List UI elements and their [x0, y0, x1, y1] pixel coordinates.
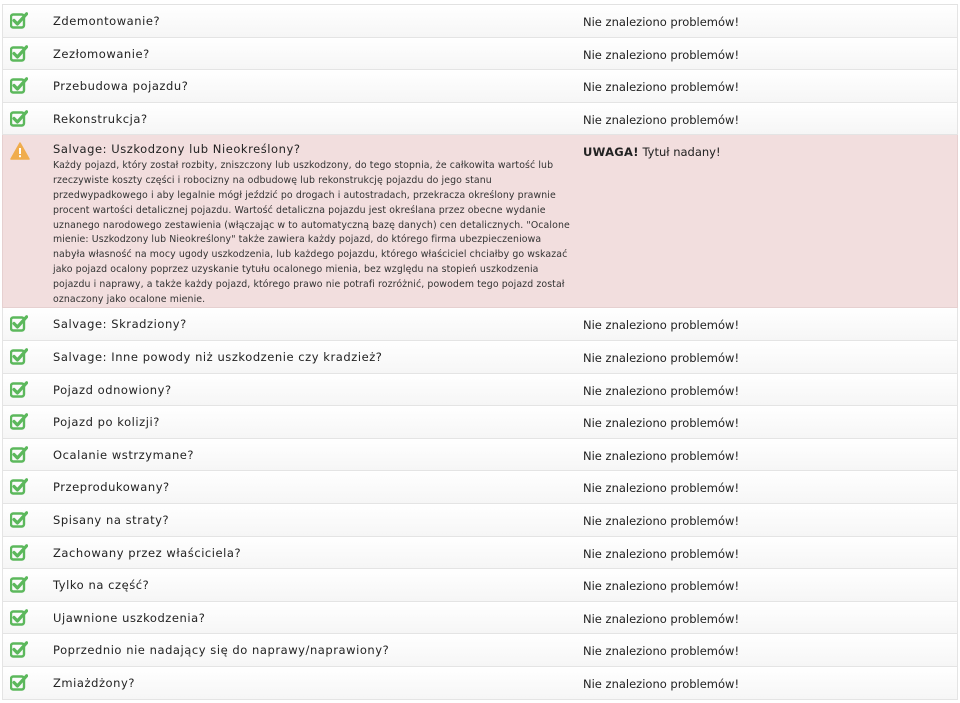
warning-row: [2, 135, 958, 308]
row-label: Pojazd po kolizji?: [53, 415, 160, 430]
row-label: Ujawnione uszkodzenia?: [53, 610, 206, 625]
check-icon: [3, 537, 53, 569]
row-label: Rekonstrukcja?: [53, 111, 148, 126]
table-row: [2, 374, 958, 407]
status-text: Nie znaleziono problemów!: [583, 112, 740, 127]
row-label-cell: [53, 537, 583, 569]
table-row: [2, 667, 958, 700]
row-status: [583, 135, 957, 307]
row-label: Zdemontowanie?: [53, 14, 161, 28]
table-row: [2, 406, 958, 439]
check-icon: [3, 308, 53, 340]
row-label-cell: [53, 38, 583, 70]
row-label-cell: [53, 634, 583, 666]
table-row: [2, 38, 958, 71]
check-icon: [3, 341, 53, 373]
row-status: [583, 406, 957, 438]
row-label: Ocalanie wstrzymane?: [53, 447, 195, 462]
row-label: Salvage: Inne powody niż uszkodzenie czy kradzież?: [53, 349, 383, 364]
status-warning-label: UWAGA!: [583, 145, 639, 160]
row-label-cell: [53, 439, 583, 471]
row-label: Tylko na część?: [53, 578, 150, 593]
status-text: Nie znaleziono problemów!: [583, 80, 740, 95]
table-row: [2, 103, 958, 136]
status-text: Nie znaleziono problemów!: [583, 579, 740, 594]
row-label: Przebudowa pojazdu?: [53, 79, 189, 94]
row-status: [583, 439, 957, 471]
row-label-cell: [53, 341, 583, 373]
row-status: [583, 634, 957, 666]
table-row: [2, 569, 958, 602]
row-status: [583, 38, 957, 70]
status-text: Nie znaleziono problemów!: [583, 546, 740, 561]
warning-icon: [3, 135, 53, 307]
check-icon: [3, 103, 53, 135]
row-label: Pojazd odnowiony?: [53, 382, 172, 397]
table-row: [2, 602, 958, 635]
table-row: [2, 70, 958, 103]
row-label-cell: [53, 374, 583, 406]
row-status: [583, 537, 957, 569]
row-status: [583, 471, 957, 503]
check-icon: [3, 667, 53, 699]
check-icon: [3, 38, 53, 70]
row-status: [583, 5, 957, 37]
row-label: Poprzednio nie nadający się do naprawy/naprawiony?: [53, 643, 390, 658]
vehicle-history-table: [2, 4, 958, 700]
row-label: Zachowany przez właściciela?: [53, 545, 242, 560]
status-text: Nie znaleziono problemów!: [583, 513, 740, 528]
status-text: Nie znaleziono problemów!: [583, 416, 740, 431]
check-icon: [3, 569, 53, 601]
table-row: [2, 439, 958, 472]
status-text: Nie znaleziono problemów!: [583, 448, 740, 463]
row-label: Zmiażdżony?: [53, 675, 135, 690]
row-label-cell: [53, 667, 583, 699]
status-text: Nie znaleziono problemów!: [583, 15, 740, 29]
row-label-cell: [53, 70, 583, 102]
row-label: Przeprodukowany?: [53, 480, 170, 495]
row-label: Salvage: Skradziony?: [53, 317, 187, 332]
status-text: Nie znaleziono problemów!: [583, 611, 740, 626]
check-icon: [3, 70, 53, 102]
status-text: Nie znaleziono problemów!: [583, 481, 740, 496]
table-row: [2, 5, 958, 38]
check-icon: [3, 5, 53, 37]
row-label: Salvage: Uszkodzony lub Nieokreślony?: [53, 142, 301, 157]
row-status: [583, 341, 957, 373]
row-label: Zezłomowanie?: [53, 46, 150, 61]
row-label-cell: [53, 602, 583, 634]
row-label-cell: [53, 5, 583, 37]
table-row: [2, 308, 958, 341]
status-text: Tytuł nadany!: [642, 145, 721, 160]
check-icon: [3, 439, 53, 471]
table-row: [2, 537, 958, 570]
check-icon: [3, 504, 53, 536]
row-label-cell: [53, 308, 583, 340]
row-label-cell: [53, 135, 583, 307]
check-icon: [3, 602, 53, 634]
table-row: [2, 504, 958, 537]
table-row: [2, 341, 958, 374]
row-label-cell: [53, 569, 583, 601]
row-status: [583, 374, 957, 406]
check-icon: [3, 374, 53, 406]
table-row: [2, 634, 958, 667]
row-status: [583, 667, 957, 699]
status-text: Nie znaleziono problemów!: [583, 676, 740, 691]
row-status: [583, 70, 957, 102]
row-label-cell: [53, 103, 583, 135]
row-label-cell: [53, 406, 583, 438]
status-text: Nie znaleziono problemów!: [583, 644, 740, 659]
table-row: [2, 471, 958, 504]
row-status: [583, 504, 957, 536]
row-status: [583, 103, 957, 135]
status-text: Nie znaleziono problemów!: [583, 350, 740, 365]
row-status: [583, 308, 957, 340]
check-icon: [3, 406, 53, 438]
row-status: [583, 602, 957, 634]
row-status: [583, 569, 957, 601]
status-text: Nie znaleziono problemów!: [583, 383, 740, 398]
row-label-cell: [53, 504, 583, 536]
row-description: Każdy pojazd, który został rozbity, zniszczony lub uszkodzony, do tego stopnia, że całkowita wartość lub rzeczywiste koszty części i robocizny na odbudowę lub rekonstrukcję pojazdu do jego stanu przedwypadkowego i aby legalnie mógł jeździć po drogach i autostradach, przekracza określony prawnie procent wartości detalicznej pojazdu. Wartość detaliczna pojazdu jest określana przez obecne wydanie uznanego narodowego zestawienia (włączając w to automatyczną bazę danych) cen detalicznych. "Ocalone mienie: Uszkodzony lub Nieokreślony" także zawiera każdy pojazd, do którego firma ubezpieczeniowa nabyła własność na mocy ugody uszkodzenia, lub każdego pojazdu, którego właściciel chciałby go wskazać jako pojazd ocalony poprzez uzyskanie tytułu ocalonego mienia, bez względu na stopień uszkodzenia pojazdu i naprawy, a także każdy pojazd, którego prawo nie potrafi rozróżnić, powodem tego pojazd został oznaczony jako ocalone mienie.: [53, 160, 570, 305]
row-label: Spisany na straty?: [53, 512, 170, 527]
status-text: Nie znaleziono problemów!: [583, 47, 740, 62]
check-icon: [3, 471, 53, 503]
check-icon: [3, 634, 53, 666]
row-label-cell: [53, 471, 583, 503]
status-text: Nie znaleziono problemów!: [583, 318, 740, 333]
